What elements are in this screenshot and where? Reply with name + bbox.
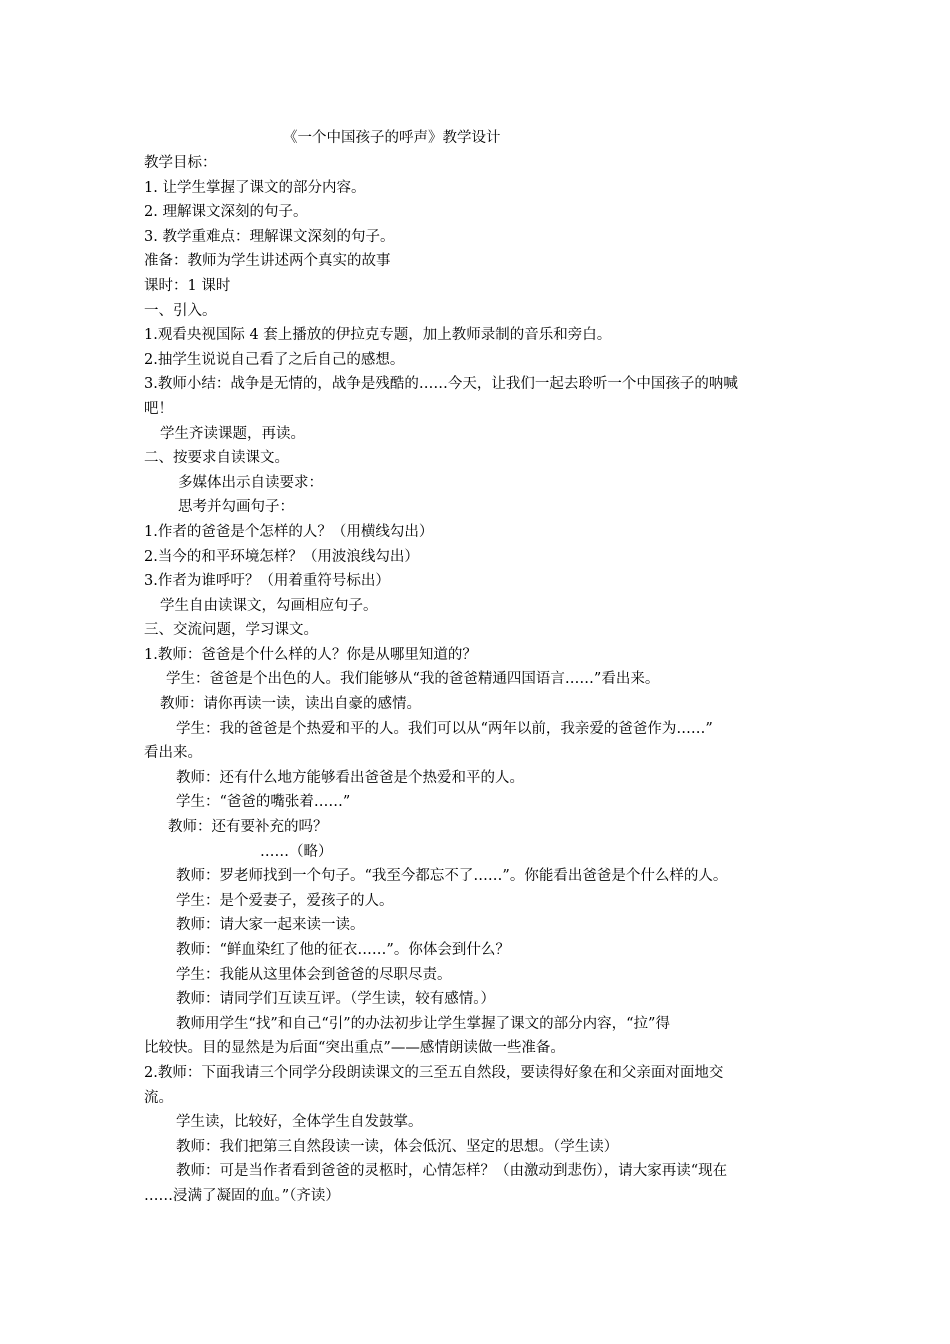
document-line: 3.作者为谁呼吁？（用着重符号标出）	[144, 573, 390, 590]
document-line: 流。	[144, 1089, 173, 1106]
document-line: 思考并勾画句子：	[178, 499, 294, 516]
document-line: 教师：我们把第三自然段读一读，体会低沉、坚定的思想。（学生读）	[176, 1138, 619, 1155]
document-line: 学生：“爸爸的嘴张着……”	[176, 794, 351, 811]
document-body	[144, 151, 808, 1209]
document-line: 二、按要求自读课文。	[144, 450, 289, 467]
document-line: 比较快。目的显然是为后面“突出重点”——感情朗读做一些准备。	[144, 1040, 565, 1057]
document-line: ……（略）	[260, 843, 333, 860]
document-line: 教师：“鲜血染红了他的征衣……”。你体会到什么？	[176, 942, 510, 958]
document-line: 1.作者的爸爸是个怎样的人？（用横线勾出）	[144, 523, 434, 540]
document-line: 一、引入。	[144, 302, 217, 319]
document-line: 学生齐读课题，再读。	[160, 425, 305, 442]
document-line: 1.教师：爸爸是个什么样的人？你是从哪里知道的？	[144, 646, 477, 663]
document-line: 教师：还有要补充的吗？	[168, 819, 328, 836]
document-line: 学生：我能从这里体会到爸爸的尽职尽责。	[176, 966, 452, 983]
document-line: 1.观看央视国际 4 套上播放的伊拉克专题，加上教师录制的音乐和旁白。	[144, 327, 612, 344]
document-line: 教师：请你再读一读，读出自豪的感情。	[160, 696, 421, 713]
document-line: 教师：请大家一起来读一读。	[176, 917, 365, 934]
document-line: 3. 教学重难点：理解课文深刻的句子。	[144, 228, 395, 245]
document-line: 2. 理解课文深刻的句子。	[144, 204, 308, 221]
document-line: ……浸满了凝固的血。”（齐读）	[144, 1187, 340, 1204]
document-line: 3.教师小结：战争是无情的，战争是残酷的……今天，让我们一起去聆听一个中国孩子的呐喊	[144, 376, 738, 393]
document-line: 多媒体出示自读要求：	[178, 474, 323, 491]
document-line: 1. 让学生掌握了课文的部分内容。	[144, 179, 366, 196]
document-title: 《一个中国孩子的呼声》教学设计	[283, 130, 501, 146]
document-line: 准备：教师为学生讲述两个真实的故事	[144, 253, 391, 270]
document-line: 教学目标：	[144, 155, 217, 171]
document-line: 教师：还有什么地方能够看出爸爸是个热爱和平的人。	[176, 769, 524, 786]
document-line: 学生：是个爱妻子，爱孩子的人。	[176, 892, 394, 909]
document-line: 2.当今的和平环境怎样？（用波浪线勾出）	[144, 548, 419, 565]
document-line: 课时：1 课时	[144, 277, 231, 294]
document-line: 教师用学生“找”和自己“引”的办法初步让学生掌握了课文的部分内容，“拉”得	[176, 1015, 670, 1032]
document-line: 吧！	[144, 400, 173, 417]
document-line: 学生：我的爸爸是个热爱和平的人。我们可以从“两年以前，我亲爱的爸爸作为……”	[176, 720, 713, 737]
document-line: 教师：请同学们互读互评。（学生读，较有感情。）	[176, 991, 495, 1008]
document-line: 2.教师：下面我请三个同学分段朗读课文的三至五自然段，要读得好象在和父亲面对面地交	[144, 1064, 724, 1081]
document-line: 学生：爸爸是个出色的人。我们能够从“我的爸爸精通四国语言……”看出来。	[166, 671, 660, 688]
document-line: 教师：罗老师找到一个句子。“我至今都忘不了……”。你能看出爸爸是个什么样的人。	[176, 868, 728, 885]
document-line: 三、交流问题，学习课文。	[144, 622, 318, 639]
document-line: 学生自由读课文，勾画相应句子。	[160, 597, 378, 614]
document-line: 教师：可是当作者看到爸爸的灵柩时，心情怎样？（由激动到悲伤），请大家再读“现在	[176, 1163, 728, 1180]
document-line: 看出来。	[144, 745, 202, 762]
document-line: 学生读，比较好，全体学生自发鼓掌。	[176, 1114, 423, 1131]
document-line: 2.抽学生说说自己看了之后自己的感想。	[144, 351, 405, 368]
